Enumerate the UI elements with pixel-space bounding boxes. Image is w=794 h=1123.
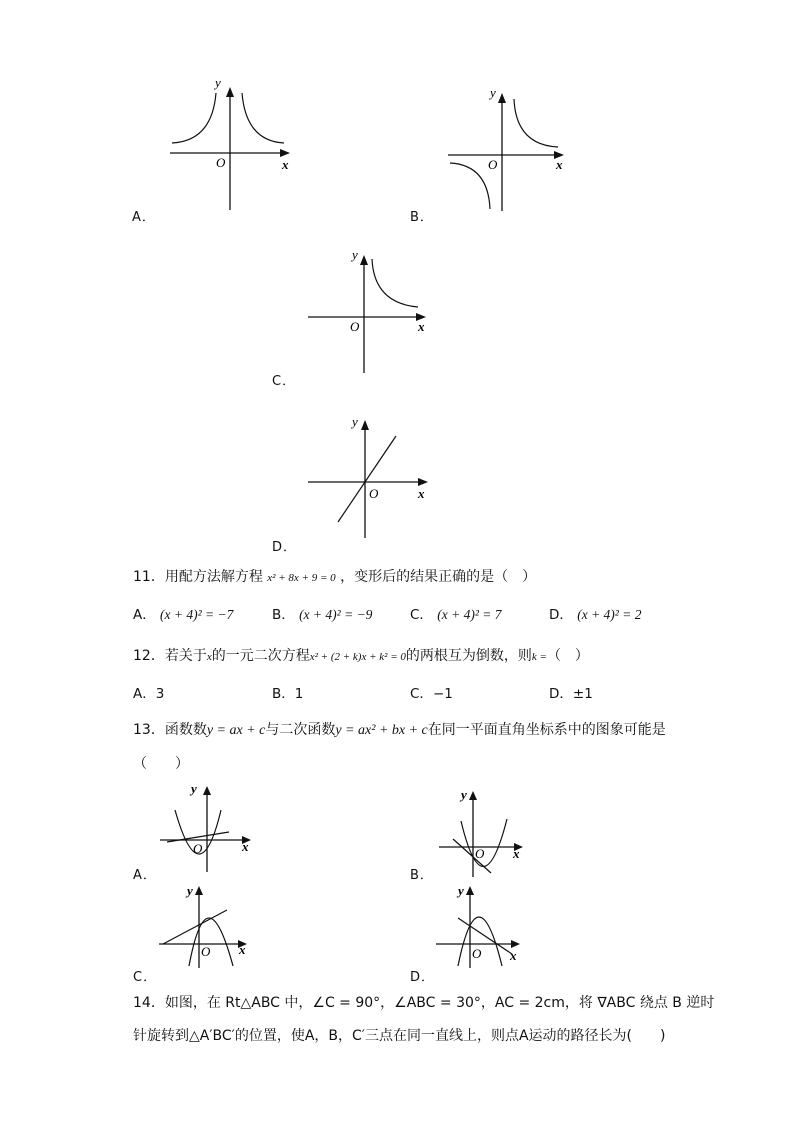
q11-equation: x² + 8x + 9 = 0 — [267, 572, 336, 584]
axis-x-label: x — [418, 486, 425, 501]
svg-text:y: y — [191, 781, 197, 796]
question-12-stem: 12．若关于x的一元二次方程x² + (2 + k)x + k² = 0的两根互为倒数，则k =（ ） — [133, 648, 589, 664]
q12-option-b: B．1 — [272, 686, 304, 702]
svg-text:y: y — [458, 883, 464, 898]
question-13-stem: 13．函数数y = ax + c与二次函数y = ax² + bx + c在同一平面直角坐标系中的图象可能是 — [133, 722, 666, 738]
q11-option-b: B． (x + 4)² = −9 — [272, 607, 373, 623]
origin-label: O — [369, 486, 379, 501]
svg-text:O: O — [472, 946, 482, 961]
q11-option-a: A． (x + 4)² = −7 — [133, 607, 234, 623]
axis-y-label: y — [215, 75, 221, 90]
svg-text:y: y — [187, 883, 193, 898]
question-14-line-1: 14．如图，在 Rt△ABC 中，∠C = 90°，∠ABC = 30°，AC = 2cm，将 ∇ABC 绕点 B 逆时 — [133, 995, 715, 1011]
q13-graph-c — [155, 880, 255, 970]
graph-option-d — [300, 412, 440, 542]
axis-y-label: y — [490, 85, 496, 100]
option-d-label: D． — [272, 540, 298, 555]
question-11-stem — [133, 566, 536, 586]
q13-graph-b — [435, 785, 530, 880]
q13-quadratic-function: y = ax² + bx + c — [335, 723, 428, 738]
option-b-label: B． — [410, 210, 434, 225]
q13-option-d-label: D． — [410, 970, 436, 985]
axis-x-label: x — [556, 157, 563, 172]
q13-option-c-label: C． — [133, 970, 158, 985]
q13-linear-function: y = ax + c — [206, 723, 266, 738]
q13-graph-d — [432, 880, 532, 970]
question-13-paren: （ ） — [133, 756, 189, 772]
q13-graph-a — [155, 780, 260, 875]
q13-option-b-label: B． — [410, 868, 434, 883]
q11-stem-pre: 11．用配方法解方程 — [133, 569, 263, 585]
option-a-label: A． — [132, 210, 156, 225]
svg-text:O: O — [475, 846, 485, 861]
graph-option-c — [300, 245, 440, 375]
q12-option-d: D．±1 — [549, 686, 593, 702]
axis-y-label: y — [352, 414, 358, 429]
origin-label: O — [216, 155, 226, 170]
svg-text:x: x — [242, 839, 249, 854]
axis-x-label: x — [282, 157, 289, 172]
svg-text:y: y — [461, 787, 467, 802]
q11-stem-post: ，变形后的结果正确的是（ ） — [340, 569, 537, 585]
svg-text:x: x — [510, 948, 517, 963]
svg-text:x: x — [513, 846, 520, 861]
q11-option-d: D． (x + 4)² = 2 — [549, 607, 642, 623]
axis-x-label: x — [418, 319, 425, 334]
q11-option-c: C． (x + 4)² = 7 — [410, 607, 502, 623]
question-14-line-2: 针旋转到△A′BC′的位置，使A，B，C′三点在同一直线上，则点A运动的路径长为( ) — [133, 1028, 666, 1044]
q12-equation: x² + (2 + k)x + k² = 0 — [309, 651, 406, 663]
svg-text:O: O — [201, 944, 211, 959]
q12-option-a: A．3 — [133, 686, 165, 702]
q13-option-a-label: A． — [133, 868, 157, 883]
q12-option-c: C．−1 — [410, 686, 453, 702]
origin-label: O — [488, 157, 498, 172]
graph-option-a — [160, 75, 300, 215]
svg-text:x: x — [239, 942, 246, 957]
option-c-label: C． — [272, 374, 297, 389]
graph-option-b — [440, 85, 580, 215]
svg-text:O: O — [193, 841, 203, 856]
axis-y-label: y — [352, 247, 358, 262]
origin-label: O — [350, 319, 360, 334]
